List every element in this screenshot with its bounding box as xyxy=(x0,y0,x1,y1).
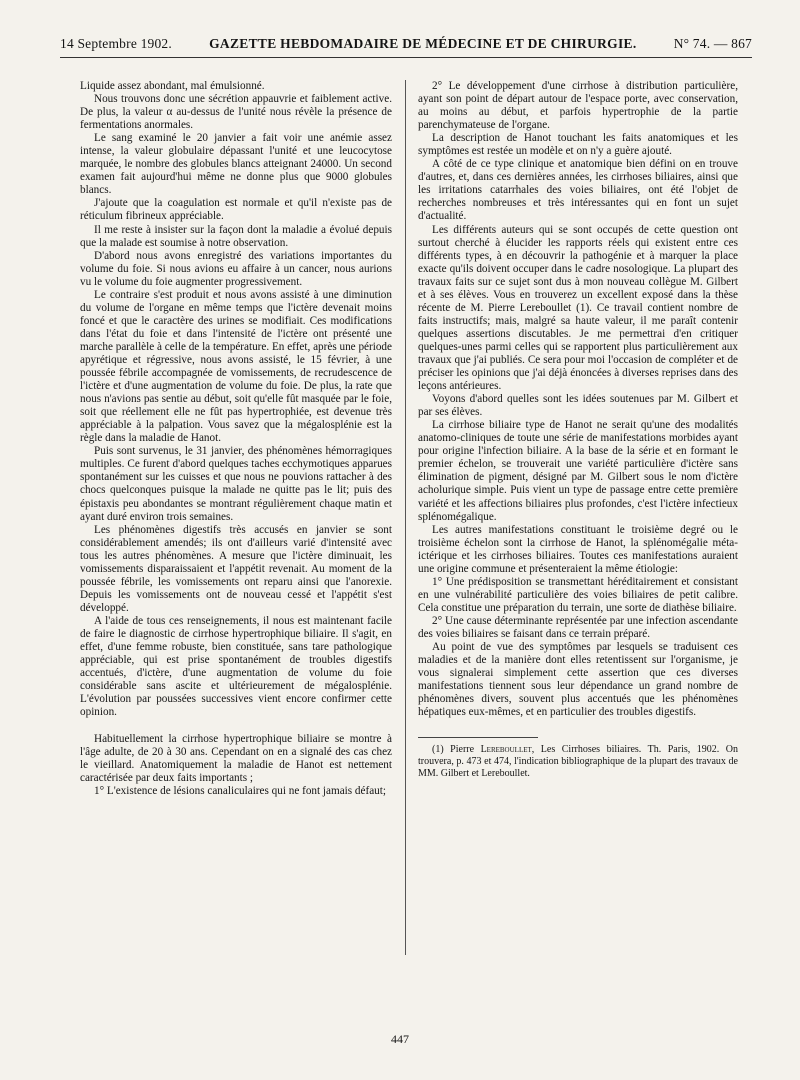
paragraph: 1° L'existence de lésions canaliculaires qui ne font jamais défaut; xyxy=(94,785,386,798)
footnote xyxy=(418,744,738,780)
page-number: 447 xyxy=(391,1032,409,1046)
header-date: 14 Septembre 1902. xyxy=(60,36,172,51)
footnote-text: , Les Cirrhoses biliaires. Th. Paris, 1902. On trouvera, p. 473 et 474, l'indication bibliographique de la plupart des travaux de MM. Gilbert et Lereboullet. xyxy=(418,744,738,780)
paragraph: 2° Le développement d'une cirrhose à distribution particulière, ayant son point de départ autour de l'espace porte, avec conservation, au moins au début, et parfois hypertrophie de la partie parenchymateuse de l'organe. xyxy=(418,80,738,132)
paragraph: Au point de vue des symptômes par lesquels se traduisent ces maladies et de la manière dont elles retentissent sur l'organisme, je vous signalerai simplement cette assertion que ces diverses manifestations tiennent sous leur dépendance un grand nombre de phénomènes divers, souvent plus accentués que les phénomènes hépatiques eux-mêmes, et en particulier des troubles digestifs. xyxy=(418,641,738,719)
paragraph: Nous trouvons donc une sécrétion appauvrie et faiblement active. De plus, la valeur α au-dessus de l'unité nous révèle la présence de fermentations anormales. xyxy=(80,93,392,132)
paragraph: Les différents auteurs qui se sont occupés de cette question ont surtout cherché à élucider les rapports réels qui existent entre ces différents types, à en découvrir la pathogénie et à marquer la place exacte qu'ils doivent occuper dans le cadre nosologique. La plupart des travaux faits sur ce sujet sont dus à mon nouveau collègue M. Gilbert et à ses élèves. Vous en trouverez un excellent exposé dans la thèse récente de M. Pierre Lereboullet (1). Ce travail contient nombre de faits instructifs; mais, malgré sa haute valeur, il me paraît contenir quelques assertions discutables. Je me permettrai d'en critiquer quelques-unes parmi celles qui se rapportent plus particulièrement aux travaux que j'ai publiés. Ce sera pour moi l'occasion de compléter et de préciser les opinions que j'ai déjà énoncées à diverses reprises dans des leçons antérieures. xyxy=(418,223,738,393)
paragraph: Le sang examiné le 20 janvier a fait voir une anémie assez intense, la valeur globulaire dépassant l'unité et une leucocytose marquée, le nombre des globules blancs atteignant 24000. Un second examen fait aujourd'hui même ne donne plus que 9000 globules blancs. xyxy=(80,132,392,197)
paragraph: Les autres manifestations constituant le troisième degré ou le troisième échelon sont la cirrhose de Hanot, la splénomégalie méta-ictérique et les cirrhoses biliaires. Toutes ces manifestations auraient une origine commune et présenteraient la même étiologie: xyxy=(418,523,738,575)
left-column xyxy=(80,80,392,799)
paragraph: 1° Une prédisposition se transmettant héréditairement et consistant en une vulnérabilité particulière des voies biliaires de petit calibre. Cela constitue une préparation du terrain, une sorte de diathèse biliaire. xyxy=(418,575,738,614)
footnote-author: Lereboullet xyxy=(480,744,532,756)
header-journal-title: GAZETTE HEBDOMADAIRE DE MÉDECINE ET DE CHIRURGIE. xyxy=(209,36,637,51)
paragraph: La cirrhose biliaire type de Hanot ne serait qu'une des modalités anatomo-cliniques de toute une série de manifestations morbides ayant pour origine l'infection biliaire. A la base de la série et en formant le premier échelon, se trouverait une variété particulière d'ictère sans élimination de pigment, désigné par M. Gilbert sous le nom d'ictère acholurique simple. Puis vient un type de passage entre cette première variété et les affections biliaires plus profondes, c'est l'ictère infectieux splénomégalique. xyxy=(418,419,738,523)
paragraph: Liquide assez abondant, mal émulsionné. xyxy=(80,80,265,92)
paragraph: J'ajoute que la coagulation est normale et qu'il n'existe pas de réticulum fibrineux appréciable. xyxy=(80,197,392,223)
paragraph: Habituellement la cirrhose hypertrophique biliaire se montre à l'âge adulte, de 20 à 30 ans. Cependant on en a signalé des cas chez le vieillard. Anatomiquement la maladie de Hanot est nettement caractérisée par deux faits importants ; xyxy=(80,733,392,785)
paragraph: Puis sont survenus, le 31 janvier, des phénomènes hémorragiques multiples. Ce furent d'abord quelques taches ecchymotiques apparues spontanément sur les cuisses et que nous ne pouvions rattacher à des chocs quelconques puisque la malade ne quitte pas le lit; puis des épistaxis peu abondantes se montrant régulièrement chaque matin et ayant duré environ trois semaines. xyxy=(80,445,392,523)
header-issue-page: N° 74. — 867 xyxy=(673,36,752,51)
paragraph: A l'aide de tous ces renseignements, il nous est maintenant facile de faire le diagnostic de cirrhose hypertrophique biliaire. Il s'agit, en effet, d'une femme robuste, bien constituée, sans tare pathologique appréciable, qui est prise spontanément de troubles digestifs accentués, d'ictère, d'une augmentation de volume du foie considérable sans ascite et ultérieurement de mégalosplénie. L'évolution par poussées successives vient encore confirmer cette opinion. xyxy=(80,614,392,719)
footnote-rule xyxy=(418,737,538,738)
paragraph: Voyons d'abord quelles sont les idées soutenues par M. Gilbert et par ses élèves. xyxy=(418,393,738,419)
paragraph: Le contraire s'est produit et nous avons assisté à une diminution du volume de l'organe en même temps que l'ictère devenait moins foncé et que le caractère des urines se modifiait. Ces modifications dans l'état du foie et dans l'intensité de l'ictère ont présenté une marche parallèle à celle de la température. En effet, après une période apyrétique et régressive, nous avons assisté, le 15 février, à une poussée fébrile accompagnée de vomissements, de recrudescence de l'ictère et d'une augmentation de volume du foie. De plus, la rate que nous n'avions pas sentie au début, soit qu'elle fût masquée par le foie, soit que réellement elle ne fût pas hypertrophiée, est devenue très appréciable à la palpation. Vous savez que la mégalosplénie est la règle dans la maladie de Hanot. xyxy=(80,288,392,445)
paragraph: A côté de ce type clinique et anatomique bien défini on en trouve d'autres, et, dans ces dernières années, les cirrhoses biliaires, ainsi que les irritations catarrhales des voies biliaires, ont été l'objet de recherches nombreuses et très intéressantes qui en font un sujet d'actualité. xyxy=(418,158,738,223)
paragraph: 2° Une cause déterminante représentée par une infection ascendante des voies biliaires se faisant dans ce terrain préparé. xyxy=(418,614,738,640)
paragraph: D'abord nous avons enregistré des variations importantes du volume du foie. Si nous avions eu affaire à un cancer, nous aurions vu le volume du foie augmenter progressivement. xyxy=(80,249,392,288)
running-header xyxy=(60,36,752,58)
right-column xyxy=(418,80,738,780)
footnote-marker: (1) Pierre xyxy=(432,744,481,756)
paragraph: Les phénomènes digestifs très accusés en janvier se sont considérablement amendés; ils ont d'ailleurs varié d'intensité avec tous les autres phénomènes. A mesure que l'ictère diminuait, les vomissements disparaissaient et l'appétit revenait. Au moment de la poussée fébrile, les vomissements ont reparu ainsi que l'anorexie. Depuis les vomissements ont de nouveau cessé et l'appétit s'est développé. xyxy=(80,523,392,614)
paragraph: La description de Hanot touchant les faits anatomiques et les symptômes est restée un modèle et on n'y a guère ajouté. xyxy=(418,132,738,158)
paragraph: Il me reste à insister sur la façon dont la maladie a évolué depuis que la malade est soumise à notre observation. xyxy=(80,223,392,249)
column-divider xyxy=(405,80,406,955)
